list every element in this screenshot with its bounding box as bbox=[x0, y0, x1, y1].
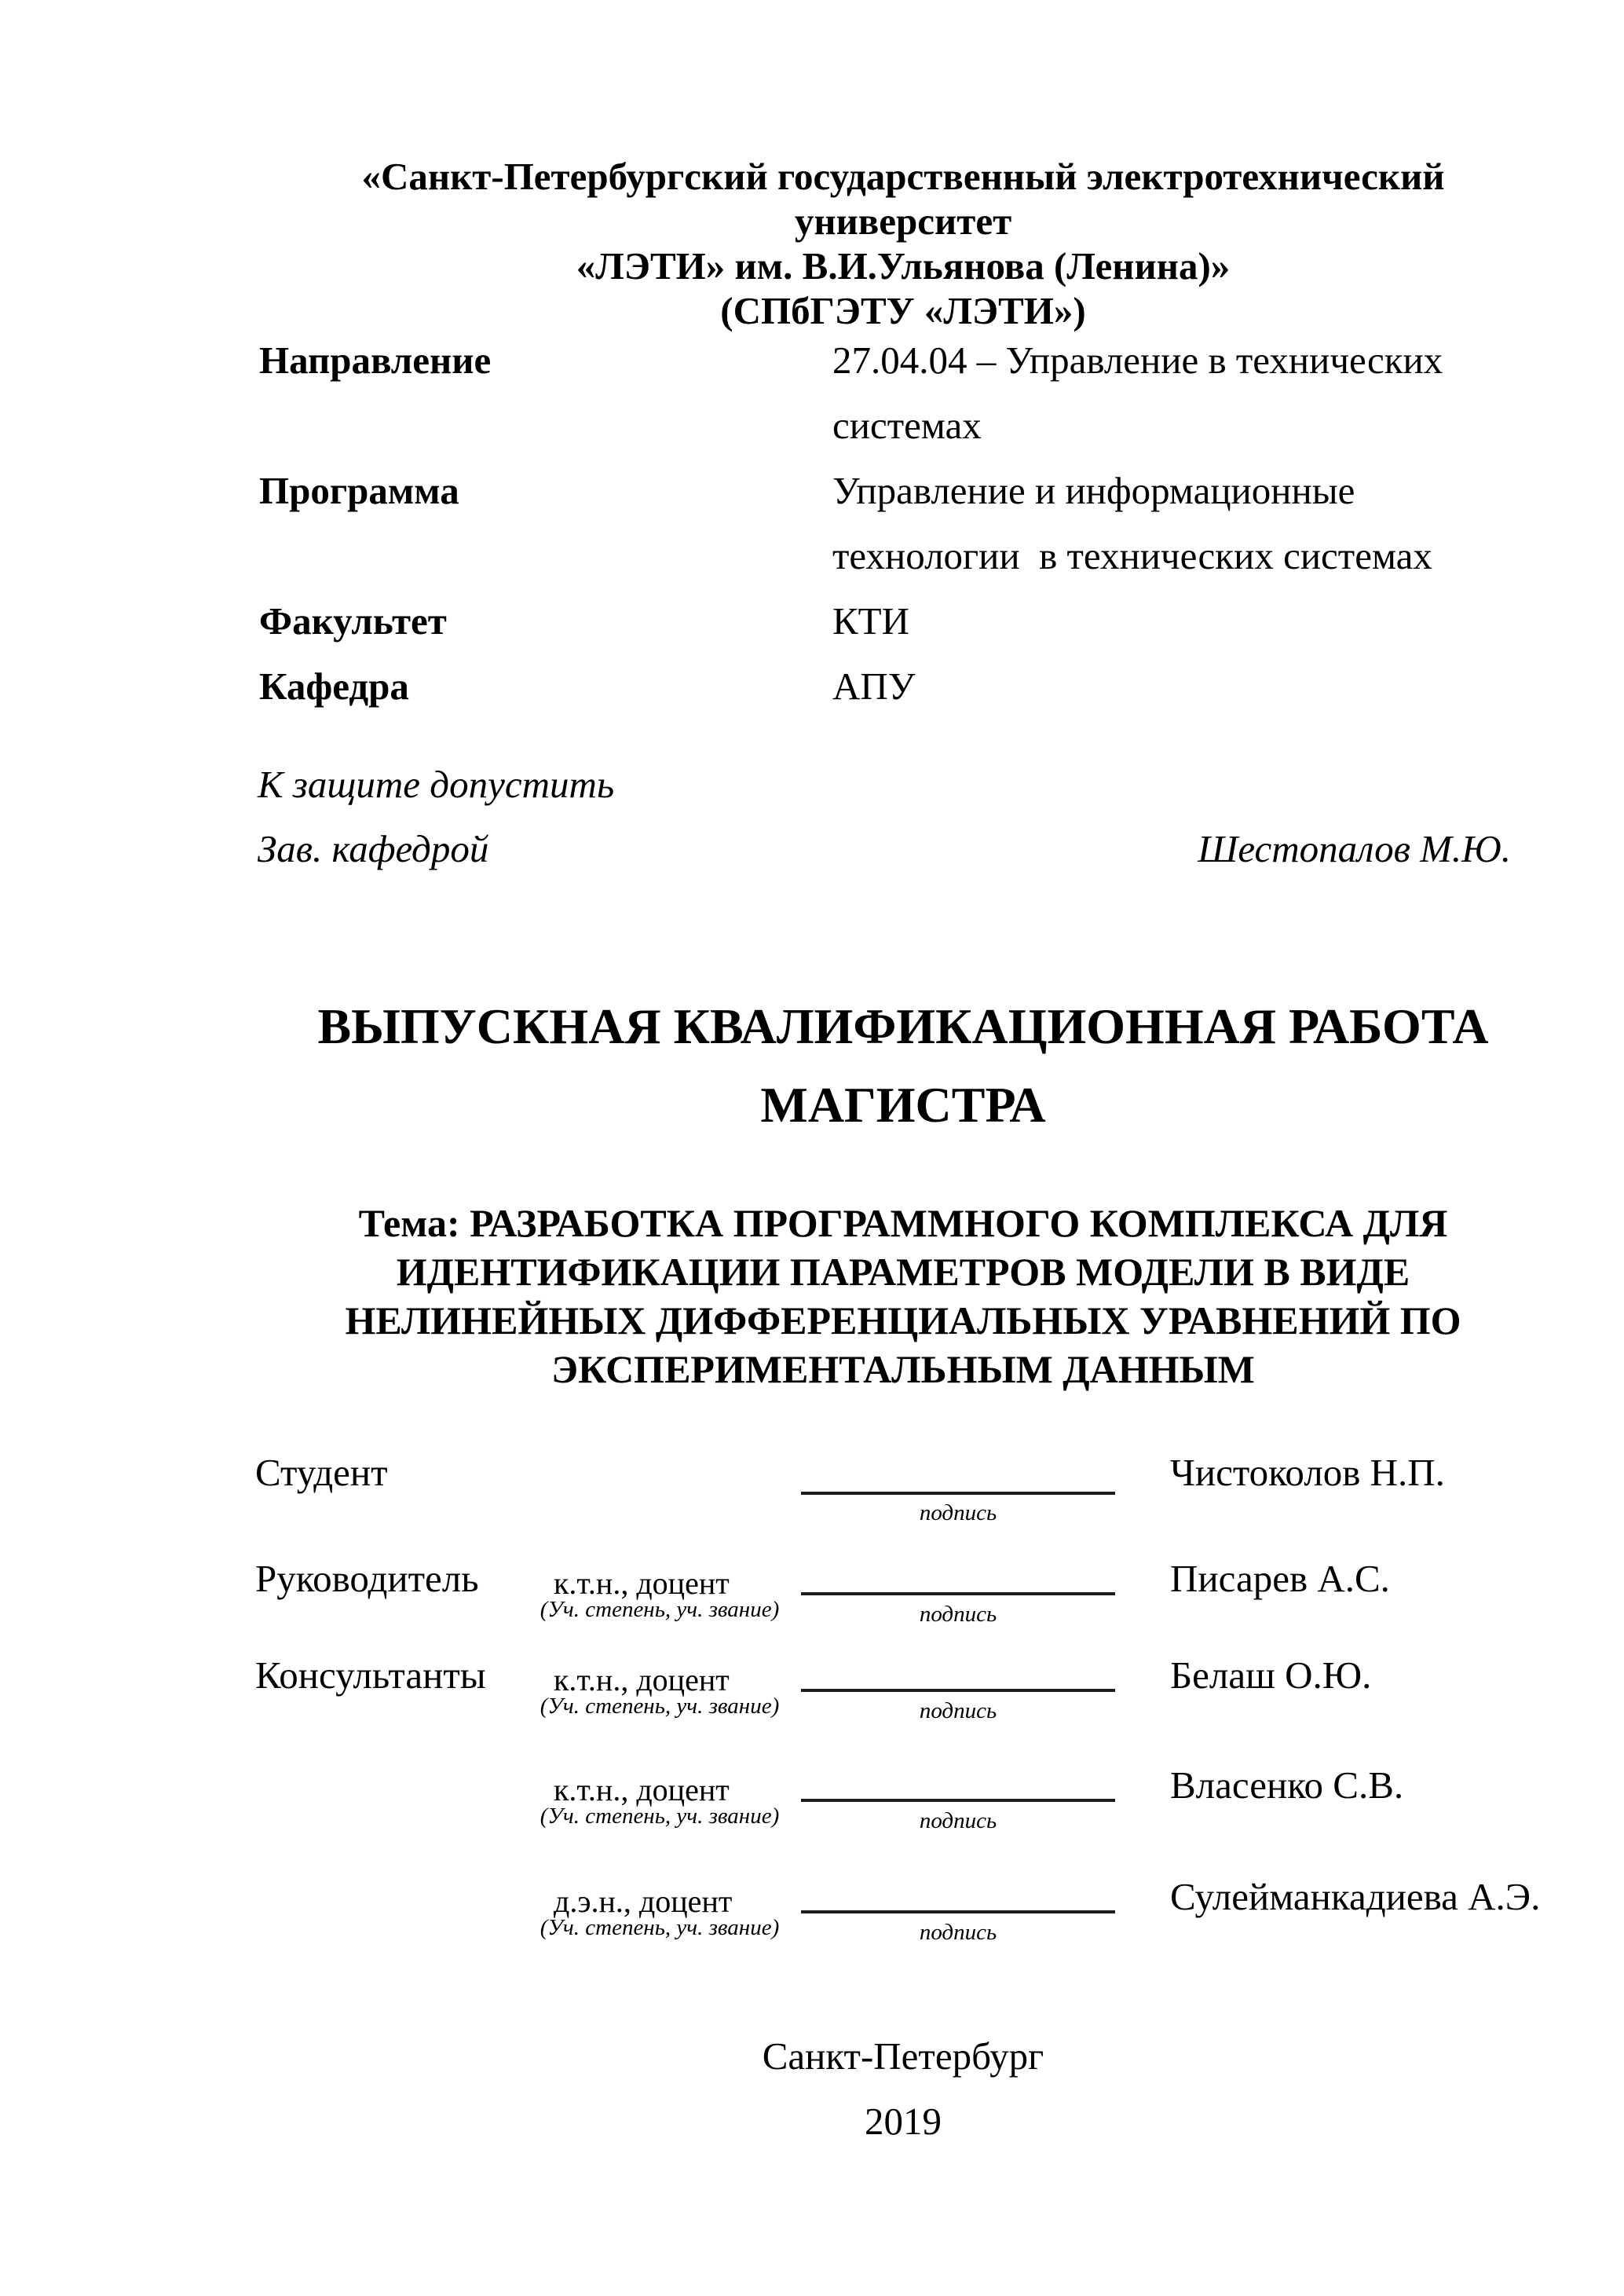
signature-line bbox=[801, 1910, 1115, 1913]
consultant-3-name: Сулейманкадиева А.Э. bbox=[1170, 1875, 1541, 1918]
direction-value-line-1: 27.04.04 – Управление в технических bbox=[832, 339, 1443, 382]
consultant-3-degree: д.э.н., доцент bbox=[554, 1884, 733, 1919]
signature-row-supervisor bbox=[236, 1559, 1624, 1657]
program-info-block bbox=[236, 328, 1586, 719]
university-name-line-1: «Санкт-Петербургский государственный электротехнический университет bbox=[361, 155, 1445, 243]
department-value: АПУ bbox=[832, 665, 916, 708]
info-row-program-cont bbox=[236, 523, 1586, 588]
consultant-2-name: Власенко С.В. bbox=[1170, 1763, 1404, 1807]
direction-value-line-2: системах bbox=[832, 404, 982, 447]
program-label: Программа bbox=[259, 469, 459, 512]
signature-caption: подпись bbox=[919, 1698, 997, 1723]
info-row-direction-cont bbox=[236, 393, 1586, 458]
info-row-department bbox=[236, 654, 1586, 719]
faculty-label: Факультет bbox=[259, 599, 447, 643]
head-of-department-label: Зав. кафедрой bbox=[258, 827, 489, 870]
consultant-1-name: Белаш О.Ю. bbox=[1170, 1653, 1372, 1697]
info-row-faculty bbox=[236, 588, 1586, 654]
direction-label: Направление bbox=[259, 339, 492, 382]
document-title-line-2: МАГИСТРА bbox=[760, 1077, 1046, 1133]
signature-line bbox=[801, 1799, 1115, 1802]
program-value-line-2: технологии в технических системах bbox=[832, 534, 1432, 577]
signature-caption: подпись bbox=[919, 1602, 997, 1627]
thesis-theme-line-3: НЕЛИНЕЙНЫХ ДИФФЕРЕНЦИАЛЬНЫХ УРАВНЕНИЙ ПО bbox=[345, 1298, 1461, 1342]
thesis-theme-line-4: ЭКСПЕРИМЕНТАЛЬНЫМ ДАННЫМ bbox=[551, 1347, 1255, 1391]
info-row-direction bbox=[236, 328, 1586, 393]
document-title-line-1: ВЫПУСКНАЯ КВАЛИФИКАЦИОННАЯ РАБОТА bbox=[317, 998, 1489, 1054]
signature-row-consultant-2 bbox=[236, 1763, 1624, 1864]
thesis-theme-line-2: ИДЕНТИФИКАЦИИ ПАРАМЕТРОВ МОДЕЛИ В ВИДЕ bbox=[396, 1250, 1410, 1294]
degree-note: (Уч. степень, уч. звание) bbox=[540, 1597, 780, 1622]
student-role-label: Студент bbox=[255, 1451, 388, 1494]
student-name: Чистоколов Н.П. bbox=[1170, 1451, 1445, 1494]
admission-approver-row bbox=[258, 826, 1545, 871]
thesis-theme bbox=[251, 1199, 1555, 1393]
degree-note: (Уч. степень, уч. звание) bbox=[540, 1694, 780, 1719]
signature-line bbox=[801, 1689, 1115, 1692]
university-name-line-2: «ЛЭТИ» им. В.И.Ульянова (Ленина)» bbox=[576, 244, 1231, 287]
supervisor-role-label: Руководитель bbox=[255, 1557, 479, 1600]
head-of-department-name: Шестопалов М.Ю. bbox=[1198, 827, 1511, 870]
signature-row-consultant-1 bbox=[236, 1653, 1624, 1754]
signature-row-consultant-3 bbox=[236, 1877, 1624, 1976]
signature-caption: подпись bbox=[919, 1920, 997, 1945]
footer-year: 2019 bbox=[865, 2100, 942, 2143]
signature-caption: подпись bbox=[919, 1808, 997, 1833]
signature-caption: подпись bbox=[919, 1500, 997, 1525]
footer-block bbox=[251, 2023, 1555, 2154]
signature-row-student bbox=[236, 1453, 1624, 1551]
consultants-role-label: Консультанты bbox=[255, 1653, 486, 1697]
footer-city: Санкт-Петербург bbox=[762, 2034, 1044, 2078]
faculty-value: КТИ bbox=[832, 599, 909, 643]
signature-line bbox=[801, 1492, 1115, 1495]
document-title bbox=[251, 987, 1555, 1144]
thesis-theme-line-1: Тема: РАЗРАБОТКА ПРОГРАММНОГО КОМПЛЕКСА ДЛЯ bbox=[358, 1201, 1448, 1245]
university-header bbox=[251, 154, 1555, 333]
info-row-program bbox=[236, 458, 1586, 523]
department-label: Кафедра bbox=[259, 665, 409, 708]
consultant-1-degree: к.т.н., доцент bbox=[554, 1662, 730, 1697]
signature-line bbox=[801, 1592, 1115, 1595]
degree-note: (Уч. степень, уч. звание) bbox=[540, 1915, 780, 1940]
university-abbreviation: (СПбГЭТУ «ЛЭТИ») bbox=[720, 289, 1086, 332]
supervisor-name: Писарев А.С. bbox=[1170, 1557, 1390, 1600]
admission-statement: К защите допустить bbox=[258, 763, 615, 806]
supervisor-degree: к.т.н., доцент bbox=[554, 1565, 730, 1601]
program-value-line-1: Управление и информационные bbox=[832, 469, 1355, 512]
consultant-2-degree: к.т.н., доцент bbox=[554, 1772, 730, 1807]
degree-note: (Уч. степень, уч. звание) bbox=[540, 1803, 780, 1829]
